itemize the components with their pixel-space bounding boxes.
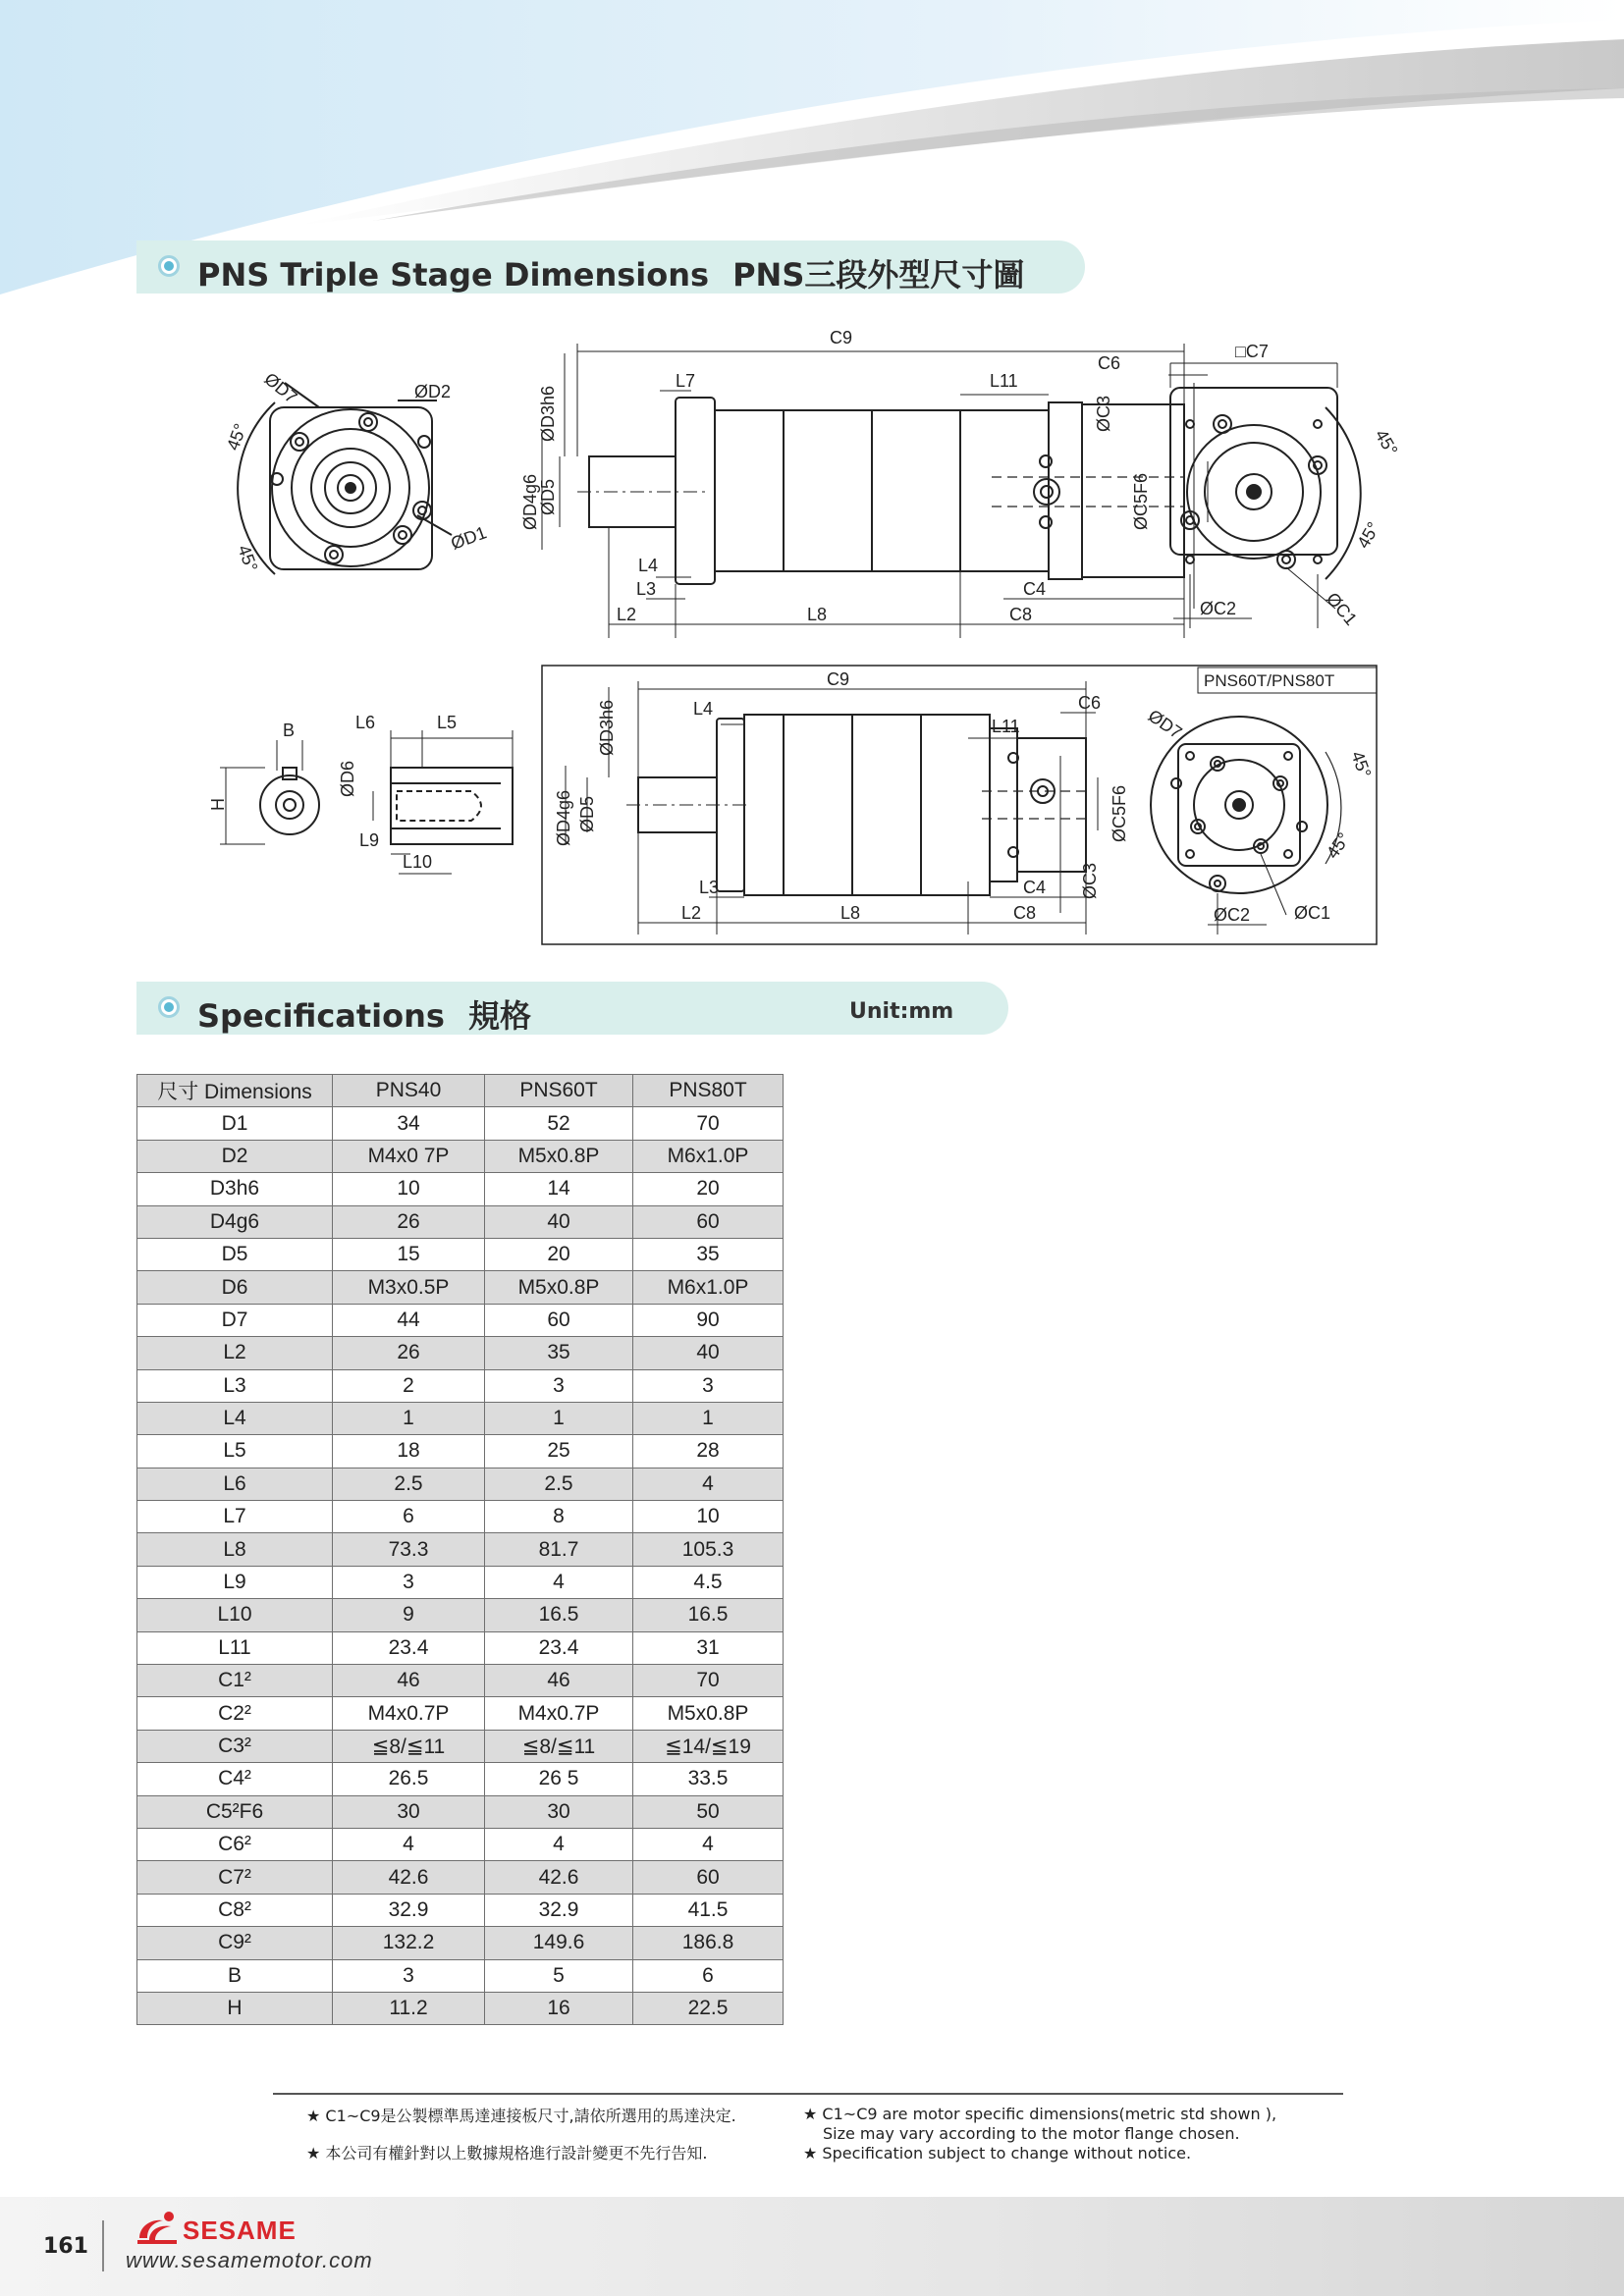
table-row [137,1205,784,1238]
dimension-value-cell: 11.2 [333,1992,485,2024]
table-row [137,1631,784,1664]
label-c9: C9 [830,328,853,347]
dimension-name-cell: C6² [137,1828,333,1860]
table-row [137,1402,784,1434]
label-c5f6: ØC5F6 [1131,472,1151,530]
label-c8: C8 [1009,605,1033,624]
dimension-value-cell: 20 [633,1173,784,1205]
dimension-value-cell: M5x0.8P [633,1697,784,1730]
dimension-name-cell: D2 [137,1140,333,1172]
dimension-value-cell: 4 [333,1828,485,1860]
sesame-logo-icon [134,2209,181,2248]
dimension-name-cell: C9² [137,1927,333,1959]
label-c4-b: C4 [1023,878,1047,897]
dimension-value-cell: 60 [485,1304,633,1336]
label-45-c: 45° [1371,426,1402,459]
dimension-value-cell: 32.9 [333,1894,485,1926]
dimension-value-cell: 30 [333,1795,485,1828]
dimension-value-cell: 15 [333,1238,485,1270]
dimension-value-cell: 10 [333,1173,485,1205]
dimension-value-cell: 18 [333,1435,485,1468]
table-row [137,1533,784,1566]
dimension-value-cell: M3x0.5P [333,1271,485,1304]
dimension-name-cell: D4g6 [137,1205,333,1238]
label-l4: L4 [638,556,659,575]
dimension-name-cell: L3 [137,1369,333,1402]
specifications-title [197,991,531,1037]
dimension-value-cell: 34 [333,1107,485,1140]
dimension-value-cell: 60 [633,1861,784,1894]
dimension-name-cell: C5²F6 [137,1795,333,1828]
label-45-b2: 45° [1322,828,1354,863]
label-b: B [283,721,296,740]
label-c3: ØC3 [1094,395,1113,432]
table-row [137,1501,784,1533]
dimension-name-cell: H [137,1992,333,2024]
table-row [137,1730,784,1762]
label-d4g6: ØD4g6 [520,473,540,530]
dimension-value-cell: 3 [333,1959,485,1992]
dimension-value-cell: 186.8 [633,1927,784,1959]
dimension-value-cell: 105.3 [633,1533,784,1566]
dimension-value-cell: 44 [333,1304,485,1336]
dimension-value-cell: 52 [485,1107,633,1140]
footer-band [0,2197,1624,2296]
dimension-value-cell: 46 [333,1665,485,1697]
model-tag: PNS60T/PNS80T [1204,671,1335,690]
motor-flange-view [1170,363,1361,628]
label-d3h6-b: ØD3h6 [597,699,617,756]
dimension-value-cell: 8 [485,1501,633,1533]
dimension-value-cell: 23.4 [333,1631,485,1664]
dimension-value-cell: 1 [333,1402,485,1434]
label-c4: C4 [1023,579,1047,599]
bullet-icon [158,996,180,1018]
table-row [137,1435,784,1468]
dimension-value-cell: M6x1.0P [633,1140,784,1172]
table-row [137,1795,784,1828]
pns60t-side-view [542,666,1377,944]
table-row [137,1238,784,1270]
header-pns80t: PNS80T [633,1075,784,1107]
specifications-title-en: Specifications [197,997,445,1035]
triple-stage-drawing-bottom [196,658,1404,952]
dimension-value-cell: 6 [333,1501,485,1533]
dimension-value-cell: 26.5 [333,1763,485,1795]
label-c1: ØC1 [1322,588,1362,629]
dimension-name-cell: L4 [137,1402,333,1434]
dimension-value-cell: 16.5 [485,1599,633,1631]
dimension-value-cell: 41.5 [633,1894,784,1926]
dimension-value-cell: 4 [485,1566,633,1598]
dimension-name-cell: L2 [137,1337,333,1369]
pns60t-flange-view [1151,717,1341,934]
label-d7-b: ØD7 [1144,705,1186,743]
label-l7: L7 [676,371,696,391]
label-c8-b: C8 [1013,903,1037,923]
dimension-name-cell: D7 [137,1304,333,1336]
dimension-value-cell: 149.6 [485,1927,633,1959]
table-row [137,1337,784,1369]
dimension-value-cell: 3 [485,1369,633,1402]
label-c2-b: ØC2 [1214,905,1251,925]
dimension-name-cell: L11 [137,1631,333,1664]
dimension-name-cell: D6 [137,1271,333,1304]
label-l9: L9 [359,830,380,850]
dimension-name-cell: C4² [137,1763,333,1795]
dimension-value-cell: 4 [485,1828,633,1860]
dimension-value-cell: 4 [633,1828,784,1860]
dimension-value-cell: 22.5 [633,1992,784,2024]
unit-label: Unit:mm [849,999,954,1024]
header-pns40: PNS40 [333,1075,485,1107]
dimension-value-cell: 33.5 [633,1763,784,1795]
dimension-value-cell: 30 [485,1795,633,1828]
dimension-value-cell: M4x0.7P [333,1697,485,1730]
table-row [137,1566,784,1598]
header-dimensions: 尺寸 Dimensions [137,1075,333,1107]
dimension-value-cell: 2 [333,1369,485,1402]
specifications-section-header [136,982,1008,1035]
dimension-name-cell: B [137,1959,333,1992]
table-row [137,1828,784,1860]
dimension-value-cell: 3 [333,1566,485,1598]
dimension-value-cell: M5x0.8P [485,1140,633,1172]
dimension-value-cell: 6 [633,1959,784,1992]
dimension-value-cell: 2.5 [485,1468,633,1500]
label-d1: ØD1 [448,522,490,554]
dimension-name-cell: C2² [137,1697,333,1730]
label-45-d: 45° [1353,518,1384,552]
dimension-value-cell: 40 [633,1337,784,1369]
dimension-value-cell: 14 [485,1173,633,1205]
dimension-value-cell: 32.9 [485,1894,633,1926]
table-row [137,1927,784,1959]
table-row [137,1763,784,1795]
table-row [137,1665,784,1697]
dimension-name-cell: D3h6 [137,1173,333,1205]
dimensions-title-en: PNS Triple Stage Dimensions [197,256,710,294]
dimension-name-cell: C1² [137,1665,333,1697]
dimension-value-cell: 132.2 [333,1927,485,1959]
dimension-value-cell: 60 [633,1205,784,1238]
dimension-value-cell: 35 [633,1238,784,1270]
dimension-name-cell: D1 [137,1107,333,1140]
label-c3-b: ØC3 [1080,862,1100,899]
label-c6-b: C6 [1078,693,1102,713]
dimension-value-cell: 16 [485,1992,633,2024]
dimension-value-cell: 42.6 [333,1861,485,1894]
label-45-a: 45° [222,420,251,454]
specifications-title-zh: 規格 [467,997,531,1035]
table-row [137,1959,784,1992]
dimension-value-cell: 4 [633,1468,784,1500]
note-zh-1: ★ C1~C9是公製標準馬達連接板尺寸,請依所選用的馬達決定. [306,2107,736,2125]
dimension-name-cell: C3² [137,1730,333,1762]
label-d6: ØD6 [338,760,357,797]
dimension-value-cell: 26 5 [485,1763,633,1795]
dimension-value-cell: M5x0.8P [485,1271,633,1304]
label-d5-b: ØD5 [577,795,597,832]
dimension-name-cell: L7 [137,1501,333,1533]
label-45-b1: 45° [1347,748,1376,780]
dimension-name-cell: L5 [137,1435,333,1468]
label-c2: ØC2 [1200,599,1237,618]
label-l3: L3 [636,579,657,599]
dimension-value-cell: 81.7 [485,1533,633,1566]
table-row [137,1173,784,1205]
triple-stage-drawing-top [196,314,1404,648]
label-d3h6: ØD3h6 [538,385,558,442]
dimension-value-cell: 20 [485,1238,633,1270]
table-row [137,1107,784,1140]
output-flange-view [238,383,452,574]
table-row [137,1599,784,1631]
header-pns60t: PNS60T [485,1075,633,1107]
page-number: 161 [43,2234,88,2259]
label-l8: L8 [807,605,828,624]
dimension-value-cell: 10 [633,1501,784,1533]
dimension-value-cell: M6x1.0P [633,1271,784,1304]
label-c9-b: C9 [827,669,850,689]
dimension-value-cell: 16.5 [633,1599,784,1631]
table-row [137,1894,784,1926]
dimension-value-cell: 28 [633,1435,784,1468]
dimension-value-cell: ≦14/≦19 [633,1730,784,1762]
dimensions-section-header [136,240,1085,294]
note-zh-2: ★ 本公司有權針對以上數據規格進行設計變更不先行告知. [306,2144,708,2163]
dimension-value-cell: 5 [485,1959,633,1992]
dimension-value-cell: 40 [485,1205,633,1238]
label-d4g6-b: ØD4g6 [554,789,573,846]
dimension-value-cell: 42.6 [485,1861,633,1894]
brand-url[interactable]: www.sesamemotor.com [126,2248,373,2272]
label-c7: □C7 [1235,342,1269,361]
table-row [137,1140,784,1172]
dimension-name-cell: C8² [137,1894,333,1926]
dimension-value-cell: 73.3 [333,1533,485,1566]
dimension-value-cell: 4.5 [633,1566,784,1598]
dimension-value-cell: 31 [633,1631,784,1664]
notes-divider [273,2093,1343,2095]
table-row [137,1304,784,1336]
note-en-2: ★ Specification subject to change without notice. [803,2144,1192,2163]
dimension-value-cell: 50 [633,1795,784,1828]
note-en-1: ★ C1~C9 are motor specific dimensions(metric std shown ), [803,2105,1277,2123]
label-d2: ØD2 [414,382,452,401]
label-c1-b: ØC1 [1294,903,1331,923]
label-l3-b: L3 [699,878,720,897]
table-header-row [137,1075,784,1107]
specifications-table [136,1074,784,2025]
table-row [137,1271,784,1304]
dimension-value-cell: M4x0 7P [333,1140,485,1172]
label-l2-b: L2 [681,903,702,923]
dimension-name-cell: L6 [137,1468,333,1500]
dimension-name-cell: C7² [137,1861,333,1894]
label-45-b: 45° [234,542,262,574]
footer-separator [102,2220,104,2271]
label-l2: L2 [617,605,637,624]
brand-name: SESAME [183,2216,297,2245]
dimension-name-cell: D5 [137,1238,333,1270]
table-row [137,1468,784,1500]
dimension-value-cell: 26 [333,1337,485,1369]
dimension-value-cell: 70 [633,1665,784,1697]
dimension-value-cell: 70 [633,1107,784,1140]
label-l4-b: L4 [693,699,714,719]
label-l11-b: L11 [992,717,1020,736]
dimension-value-cell: 1 [485,1402,633,1434]
label-c6: C6 [1098,353,1121,373]
label-h: H [208,798,228,811]
dimension-value-cell: ≦8/≦11 [333,1730,485,1762]
note-en-1b: Size may vary according to the motor flange chosen. [823,2124,1240,2143]
label-l10: L10 [403,852,433,872]
dimension-value-cell: 1 [633,1402,784,1434]
table-row [137,1861,784,1894]
label-l8-b: L8 [840,903,861,923]
dimension-value-cell: ≦8/≦11 [485,1730,633,1762]
label-d5: ØD5 [538,478,558,515]
dimension-value-cell: 2.5 [333,1468,485,1500]
dimension-value-cell: 25 [485,1435,633,1468]
table-row [137,1369,784,1402]
label-c5f6-b: ØC5F6 [1110,784,1129,842]
shaft-detail-view [220,730,513,874]
dimension-value-cell: 23.4 [485,1631,633,1664]
label-l11: L11 [990,371,1018,391]
dimension-value-cell: 26 [333,1205,485,1238]
table-row [137,1697,784,1730]
dimension-value-cell: 3 [633,1369,784,1402]
dimensions-title [197,250,1024,295]
label-l6: L6 [355,713,376,732]
dimension-value-cell: M4x0.7P [485,1697,633,1730]
dimension-name-cell: L8 [137,1533,333,1566]
dimension-value-cell: 90 [633,1304,784,1336]
dimension-name-cell: L9 [137,1566,333,1598]
dimension-value-cell: 46 [485,1665,633,1697]
dimensions-title-zh: PNS三段外型尺寸圖 [732,256,1025,294]
table-row [137,1992,784,2024]
dimension-value-cell: 35 [485,1337,633,1369]
bullet-icon [158,255,180,277]
label-l5: L5 [437,713,458,732]
dimension-value-cell: 9 [333,1599,485,1631]
label-d7: ØD7 [260,368,301,407]
dimension-name-cell: L10 [137,1599,333,1631]
